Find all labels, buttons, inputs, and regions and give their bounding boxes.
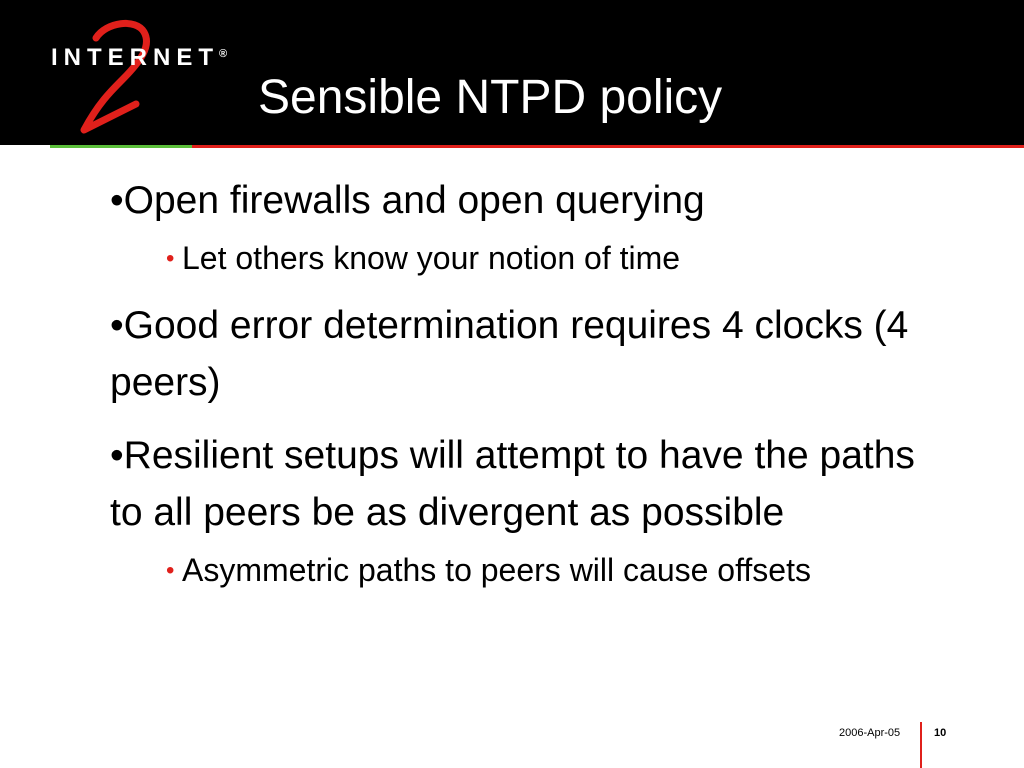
sub-bullet-notion-of-time: • Let others know your notion of time	[182, 235, 950, 281]
sub-bullet-asymmetric-paths: • Asymmetric paths to peers will cause offsets	[182, 547, 950, 593]
bullet-open-firewalls: •Open firewalls and open querying	[110, 179, 705, 222]
header-rule-red	[192, 145, 1024, 148]
bullet-marker: •	[166, 557, 175, 584]
logo-wordmark: INTERNET®	[51, 44, 228, 71]
bullet-marker: •	[166, 245, 175, 272]
footer-divider	[920, 722, 922, 768]
header-rule-green	[50, 145, 192, 148]
footer-date: 2006-Apr-05	[839, 727, 901, 739]
bullet-resilient-setups: •Resilient setups will attempt to have the paths to all peers be as divergent as possible	[110, 434, 915, 534]
registered-mark: ®	[219, 48, 228, 60]
page-number: 10	[934, 727, 947, 739]
logo-2-icon	[44, 18, 209, 138]
slide-body	[110, 172, 950, 593]
internet2-logo	[44, 18, 228, 138]
bullet-error-determination: •Good error determination requires 4 clocks (4 peers)	[110, 304, 909, 404]
slide-header	[0, 0, 1024, 145]
slide-title: Sensible NTPD policy	[258, 71, 723, 124]
